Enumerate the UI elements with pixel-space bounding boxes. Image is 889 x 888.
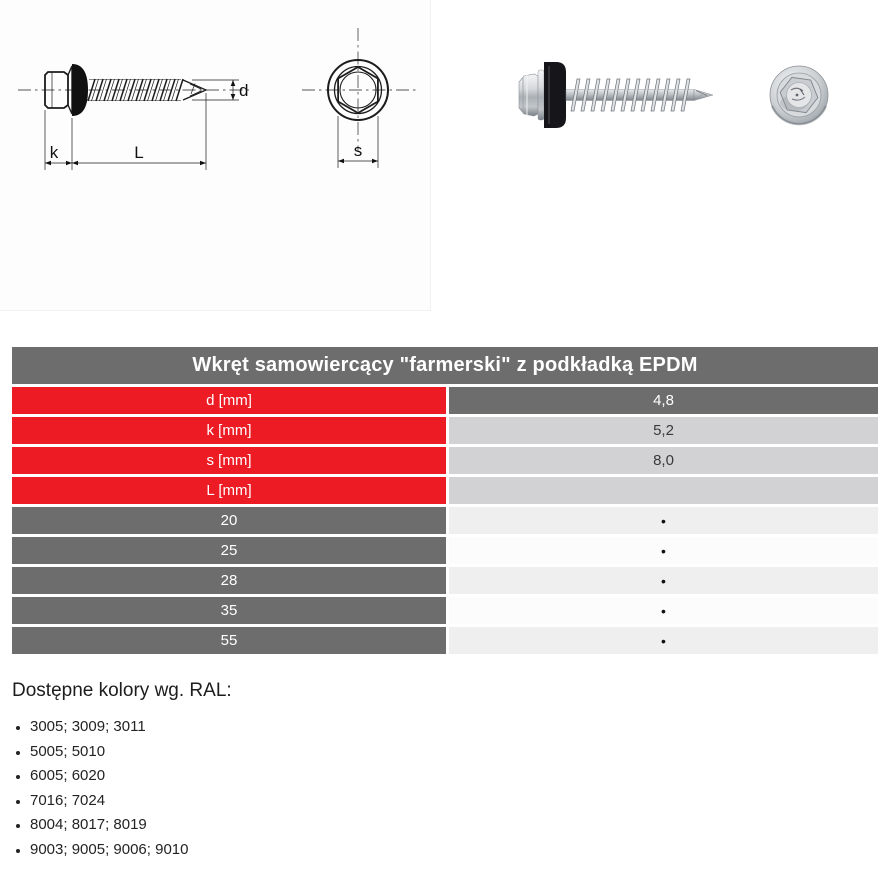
technical-drawing-svg <box>0 0 431 311</box>
photo-screw-head <box>770 66 828 124</box>
spec-row-value: 4,8 <box>449 387 878 414</box>
length-row-label: 35 <box>12 597 446 624</box>
technical-drawing-panel <box>0 0 431 311</box>
dimension-label-k: k <box>49 143 59 162</box>
length-row <box>12 627 878 654</box>
ral-color-item: • 7016; 7024 <box>30 793 889 809</box>
photo-screw-side <box>519 62 713 128</box>
spec-row <box>12 477 878 504</box>
spec-row-label: s [mm] <box>12 447 446 474</box>
photo-epdm-washer <box>544 62 566 128</box>
length-row-label: 55 <box>12 627 446 654</box>
spec-rows <box>12 387 878 504</box>
length-row <box>12 507 878 534</box>
length-availability-dot: • <box>449 597 878 624</box>
length-row-label: 28 <box>12 567 446 594</box>
length-row-label: 20 <box>12 507 446 534</box>
length-availability-dot: • <box>449 627 878 654</box>
product-photo-panel <box>431 0 889 311</box>
length-availability-dot: • <box>449 567 878 594</box>
media-row <box>0 0 889 347</box>
dimension-label-L: L <box>134 143 144 162</box>
length-availability-dot: • <box>449 537 878 564</box>
colors-heading: Dostępne kolory wg. RAL: <box>12 680 232 701</box>
ral-color-item: • 6005; 6020 <box>30 768 889 784</box>
length-rows <box>12 507 878 654</box>
length-row-label: 25 <box>12 537 446 564</box>
epdm-washer-drawing <box>72 64 88 116</box>
length-row <box>12 567 878 594</box>
spec-row-value <box>449 477 878 504</box>
spec-row-label: k [mm] <box>12 417 446 444</box>
spec-row-value: 8,0 <box>449 447 878 474</box>
length-availability-dot: • <box>449 507 878 534</box>
screw-side-view <box>18 64 252 170</box>
ral-color-item: • 9003; 9005; 9006; 9010 <box>30 842 889 858</box>
ral-color-item: • 5005; 5010 <box>30 744 889 760</box>
spec-table <box>12 347 878 657</box>
dimension-label-s: s <box>353 141 363 160</box>
product-photo-svg <box>431 0 889 311</box>
spec-row-value: 5,2 <box>449 417 878 444</box>
spec-row-label: L [mm] <box>12 477 446 504</box>
ral-color-item: • 3005; 3009; 3011 <box>30 719 889 735</box>
dimension-label-d: d <box>239 81 249 100</box>
ral-color-list <box>13 719 889 857</box>
table-title: Wkręt samowiercący "farmerski" z podkładką EPDM <box>12 347 878 384</box>
ral-color-item: • 8004; 8017; 8019 <box>30 817 889 833</box>
length-row <box>12 597 878 624</box>
spec-row <box>12 447 878 474</box>
spec-row <box>12 387 878 414</box>
colors-section <box>0 654 889 866</box>
screw-top-view <box>302 28 418 168</box>
length-row <box>12 537 878 564</box>
spec-row <box>12 417 878 444</box>
spec-row-label: d [mm] <box>12 387 446 414</box>
